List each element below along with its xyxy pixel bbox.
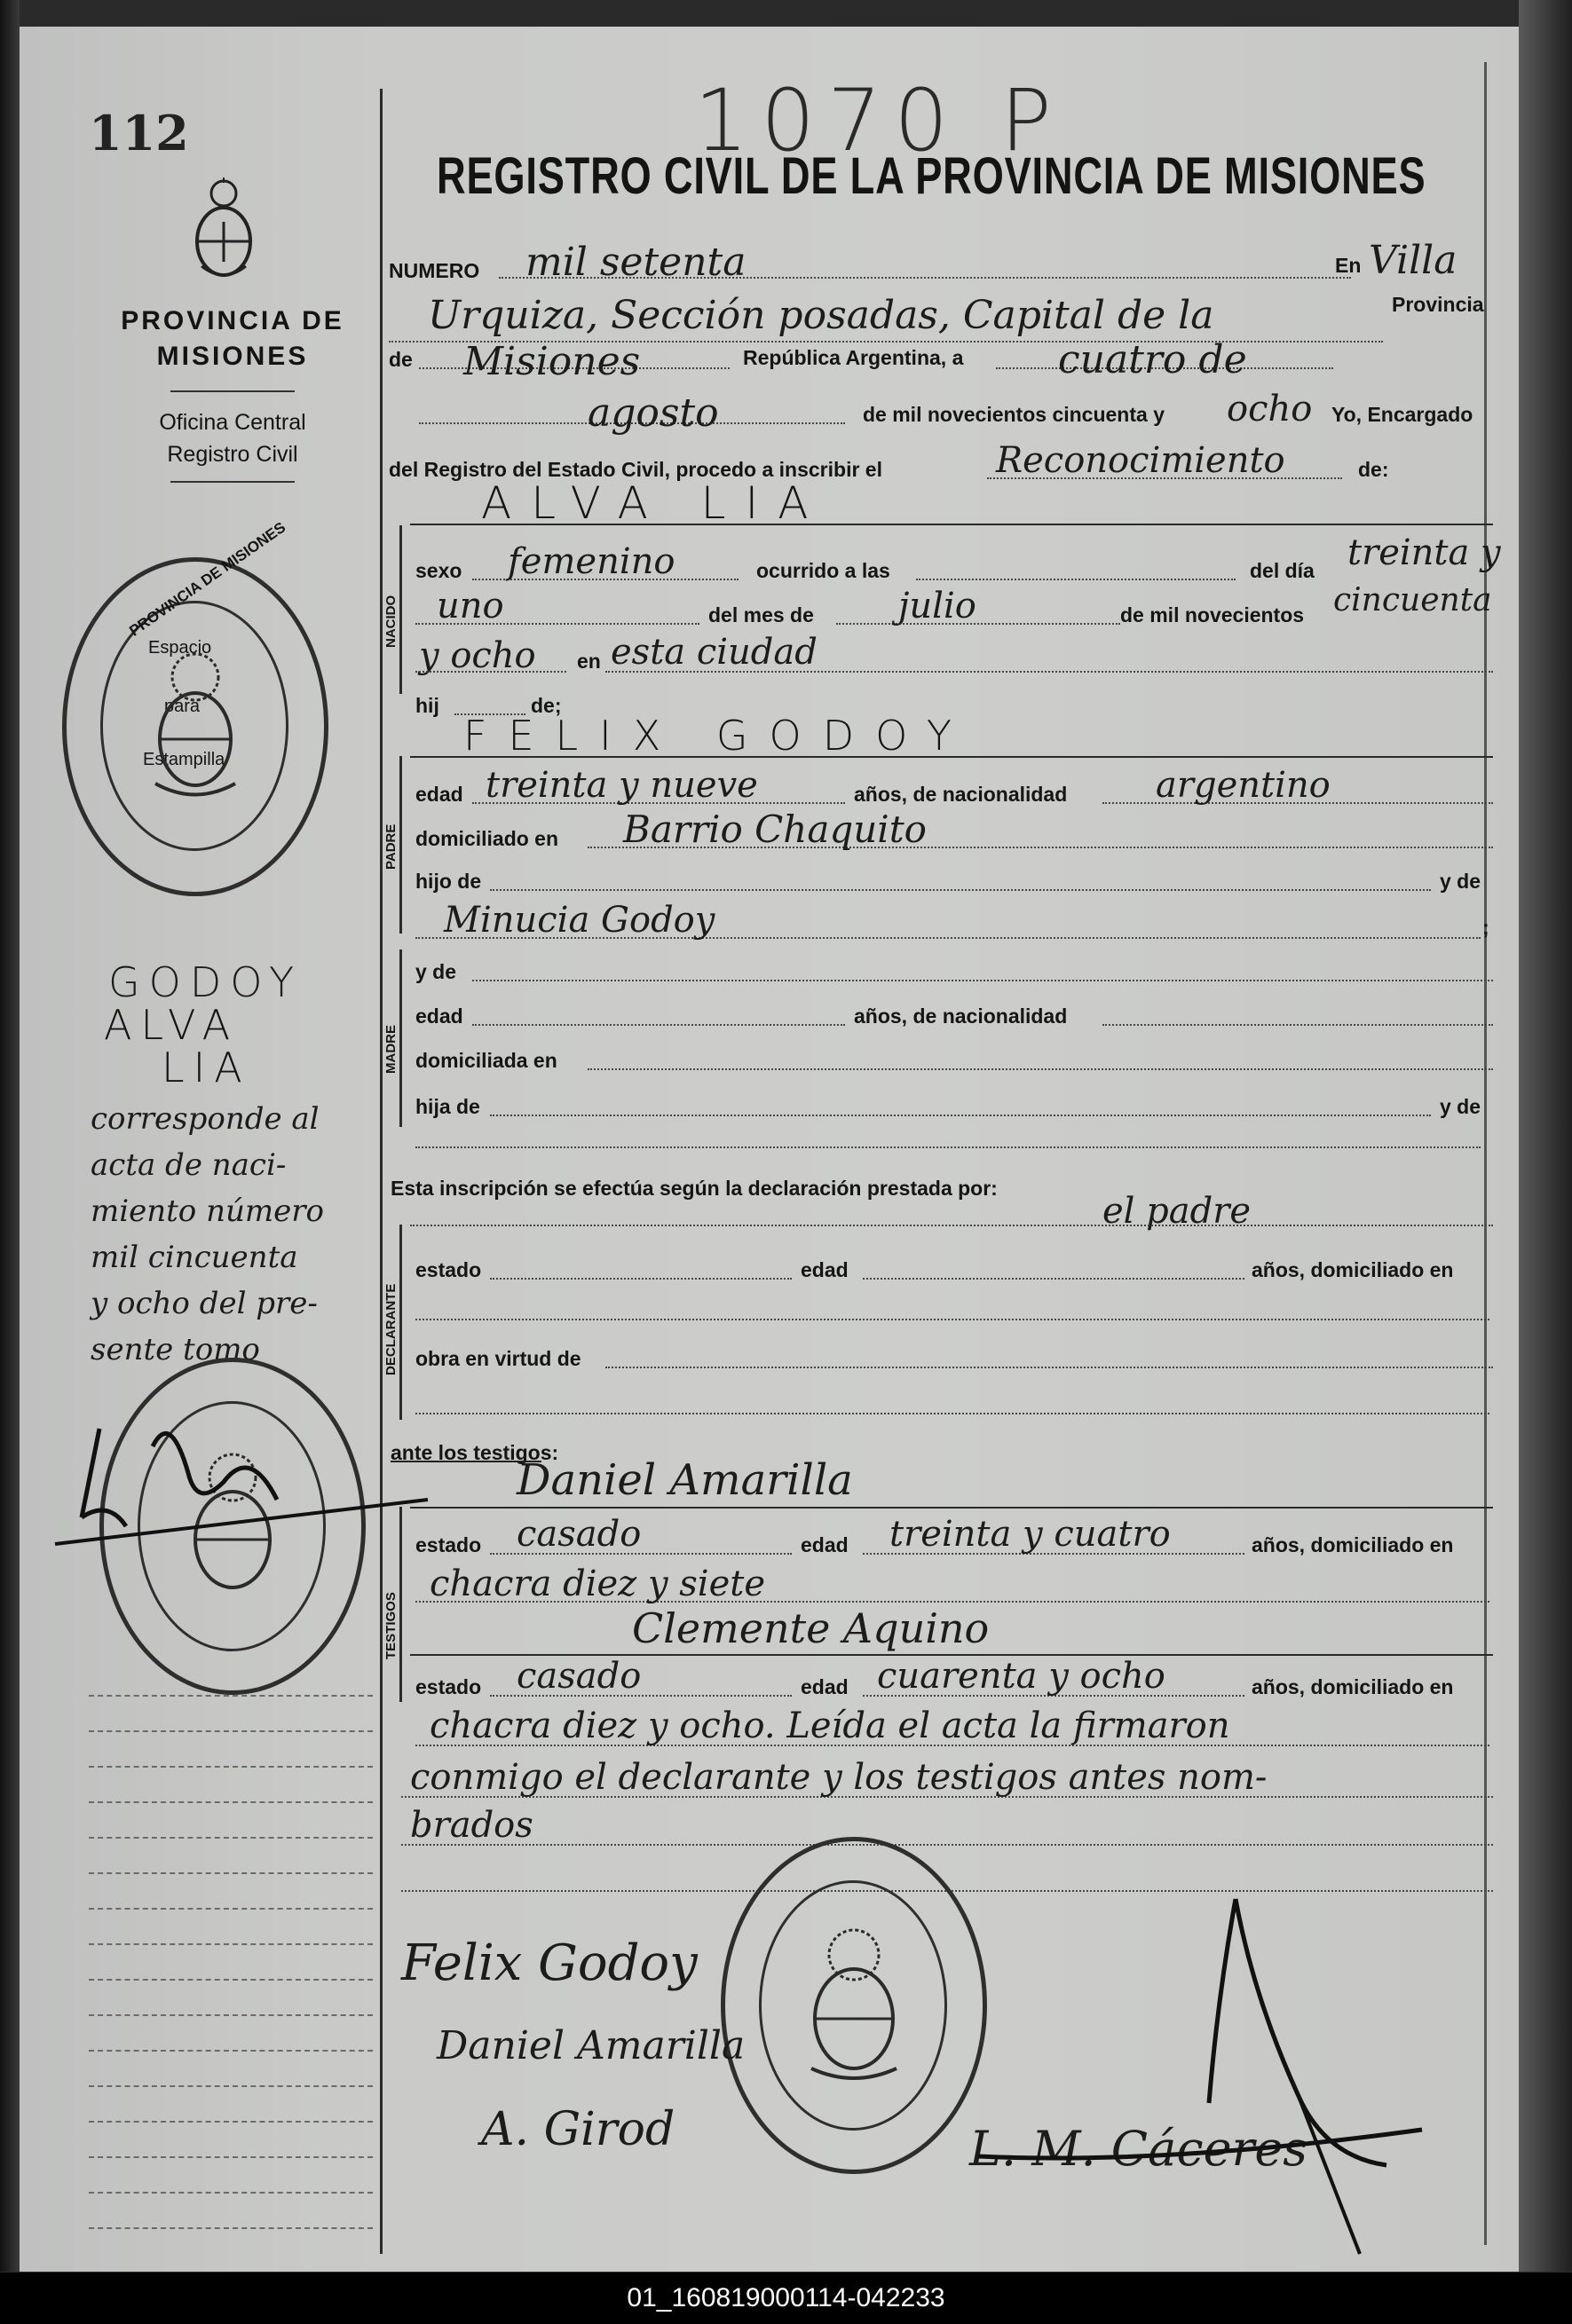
margin-note-line: miento número (91, 1194, 324, 1229)
edad-label: edad (415, 783, 463, 806)
margin-nombre1: ALVA (104, 1001, 240, 1049)
obra-label: obra en virtud de (415, 1347, 581, 1370)
document-title: REGISTRO CIVIL DE LA PROVINCIA DE MISIONES (437, 147, 1426, 205)
semicolon: ; (1482, 916, 1489, 939)
domiciliada-line (588, 1068, 1493, 1070)
mes2-line (836, 623, 1120, 625)
anios-dom-label-2: años, domiciliado en (1252, 1533, 1454, 1556)
declarante-value: el padre (1102, 1191, 1252, 1232)
rule (410, 1507, 1493, 1509)
right-rule (1484, 62, 1487, 2245)
acto-value: Reconocimiento (996, 440, 1285, 481)
nacido-bracket (399, 525, 402, 694)
padre-nac: argentino (1156, 765, 1331, 806)
padre-label: PADRE (383, 823, 399, 870)
testigo1-edad: treinta y cuatro (889, 1514, 1171, 1555)
anio-value: ocho (1227, 389, 1313, 429)
anios-nac-label: años, de nacionalidad (854, 783, 1068, 806)
dia-value: treinta y (1347, 532, 1501, 573)
numero-value: mil setenta (525, 240, 747, 285)
binder-edge (0, 0, 20, 2272)
inscripto-nombre: ALVA LIA (481, 477, 828, 529)
en2-label: en (577, 650, 601, 673)
header-divider (170, 390, 295, 392)
testigo2-dom: chacra diez y ocho. Leída el acta la firmaron (430, 1706, 1230, 1746)
edad2-label: edad (415, 1004, 463, 1028)
hijo-de-line (490, 889, 1431, 891)
declarante-bracket (399, 1225, 402, 1420)
en-label: En (1335, 254, 1362, 277)
del-registro-label: del Registro del Estado Civil, procedo a inscribir el (389, 458, 882, 481)
y-de-label: y de (1440, 870, 1481, 893)
declarante-vlabel: DECLARANTE (383, 1283, 399, 1375)
mes-value: julio (898, 586, 976, 626)
signature-felix: Felix Godoy (401, 1934, 698, 1992)
cierre-line2 (401, 1844, 1493, 1846)
right-page-edge (1519, 0, 1572, 2272)
lugar-value: esta ciudad (611, 632, 818, 673)
margin-note-line: corresponde al (91, 1101, 320, 1137)
anios-dom-label: años, domiciliado en (1252, 1258, 1454, 1281)
cierre1: conmigo el declarante y los testigos antes nom- (410, 1757, 1268, 1798)
madre-label: MADRE (383, 1025, 399, 1074)
madre-bracket (399, 949, 402, 1127)
testigos-vlabel: TESTIGOS (383, 1592, 399, 1659)
domiciliado-label: domiciliado en (415, 827, 559, 850)
ocurrido-line (916, 579, 1236, 580)
office-line2: Registro Civil (167, 442, 298, 467)
de-label: de (389, 348, 413, 371)
margin-note (91, 1096, 383, 1373)
margin-note-line: acta de naci- (91, 1147, 287, 1183)
padre-madre: Minucia Godoy (444, 900, 715, 941)
page-number: 112 (89, 105, 189, 161)
padre-dom: Barrio Chaquito (623, 807, 927, 851)
en-value: Villa (1369, 238, 1457, 283)
y-de3-label: y de (1440, 1095, 1481, 1118)
de2-label: de: (1358, 458, 1389, 481)
anios-dom-label-3: años, domiciliado en (1252, 1675, 1454, 1698)
anio2-value2: y ocho (419, 635, 536, 676)
obra-line (605, 1367, 1493, 1368)
line2-value: Urquiza, Sección posadas, Capital de la (428, 293, 1214, 338)
seal-estampilla: Estampilla (143, 750, 225, 769)
seal-espacio: Espacio (148, 638, 212, 658)
testigo2-estado: casado (517, 1656, 642, 1697)
seal-top-text: PROVINCIA DE MISIONES (126, 518, 289, 640)
edad3-line (863, 1278, 1244, 1280)
margin-nombre2: LIA (162, 1044, 251, 1091)
edad-label-2: edad (801, 1533, 849, 1556)
hij-label: hij (415, 694, 439, 717)
testigo2-edad: cuarenta y ocho (877, 1656, 1165, 1697)
domiciliada-label: domiciliada en (415, 1049, 557, 1072)
margin-note-line: mil cincuenta (91, 1240, 298, 1275)
rule (410, 524, 1493, 525)
yo-label: Yo, Encargado (1331, 403, 1473, 426)
testigo1-nombre: Daniel Amarilla (517, 1455, 853, 1505)
coat-of-arms-icon (184, 177, 264, 284)
header-divider-2 (170, 481, 295, 483)
testigo1-estado: casado (517, 1514, 642, 1555)
estado-label-2: estado (415, 1533, 482, 1556)
anio2-value: cincuenta (1333, 582, 1492, 618)
stamped-number: 1070 P (694, 71, 1064, 170)
mil-nov-label: de mil novecientos cincuenta y (863, 403, 1165, 426)
testigo1-dom: chacra diez y siete (430, 1564, 766, 1604)
hija-de-line (490, 1115, 1431, 1116)
estado-label: estado (415, 1258, 482, 1281)
padre-edad: treinta y nueve (486, 765, 758, 806)
margin-apellido: GODOY (108, 958, 304, 1006)
numero-label: NUMERO (389, 259, 480, 282)
edad-label-3: edad (801, 1675, 849, 1698)
province-line1: PROVINCIA DE (121, 306, 344, 335)
document-page (20, 27, 1520, 2272)
mil-nov2-label: de mil novecientos (1120, 603, 1305, 626)
del-mes-label: del mes de (708, 603, 814, 626)
estado-line (490, 1278, 792, 1280)
signature-flourish (943, 1890, 1440, 2263)
declarante-top-line (410, 1225, 1493, 1226)
del-dia-label: del día (1250, 559, 1315, 582)
official-seal-1 (62, 518, 328, 896)
office-line1: Oficina Central (159, 410, 306, 435)
hija-de-label: hija de (415, 1095, 480, 1118)
margin-note-line: sente tomo (91, 1332, 260, 1367)
republica-label: República Argentina, a (743, 346, 964, 369)
madre-end-line (415, 1146, 1481, 1148)
signature-caceres: L. M. Cáceres (969, 2121, 1308, 2177)
sexo-label: sexo (415, 559, 462, 582)
dia2-line (415, 623, 699, 625)
office-header (83, 406, 382, 470)
province-header (83, 303, 382, 374)
edad2-line (472, 1024, 845, 1026)
provincia-label: Provincia (1392, 293, 1484, 316)
declarante-dom-line (415, 1319, 1489, 1320)
de3-label: de; (531, 694, 562, 717)
anio-line (415, 671, 566, 673)
testigos-label: ante los testigos: (391, 1441, 559, 1464)
obra-line2 (415, 1413, 1489, 1414)
estado-label-3: estado (415, 1675, 482, 1698)
signature-girod: A. Girod (481, 2103, 675, 2156)
hijo-de-label: hijo de (415, 870, 482, 893)
sexo-value: femenino (508, 541, 675, 582)
edad3-label: edad (801, 1258, 849, 1281)
seal-para: para (164, 697, 201, 716)
testigo2-nombre: Clemente Aquino (632, 1604, 990, 1652)
y-de2-label: y de (415, 960, 457, 983)
y-de2-line (472, 980, 1493, 981)
anios-nac2-label: años, de nacionalidad (854, 1004, 1068, 1028)
cierre2: brados (410, 1805, 533, 1846)
padre-bracket (399, 756, 402, 934)
dia-value2: uno (437, 586, 504, 626)
fecha-dia: cuatro de (1058, 337, 1247, 382)
padre-nombre: FELIX GODOY (463, 712, 973, 760)
de-value: Misiones (463, 339, 641, 384)
image-id-footer: 01_160819000114-042233 (0, 2273, 1572, 2324)
rule (410, 756, 1493, 758)
margin-note-line: y ocho del pre- (91, 1286, 318, 1321)
inscripcion-label: Esta inscripción se efectúa según la declaración prestada por: (391, 1177, 998, 1200)
ocurrido-label: ocurrido a las (756, 559, 890, 582)
margin-signature (46, 1393, 437, 1571)
testigos-bracket (399, 1507, 402, 1702)
fecha-mes: agosto (588, 390, 719, 436)
nacido-label: NACIDO (383, 595, 399, 648)
signature-daniel: Daniel Amarilla (437, 2023, 746, 2068)
province-line2: MISIONES (156, 342, 309, 371)
nac2-line (1102, 1024, 1493, 1026)
